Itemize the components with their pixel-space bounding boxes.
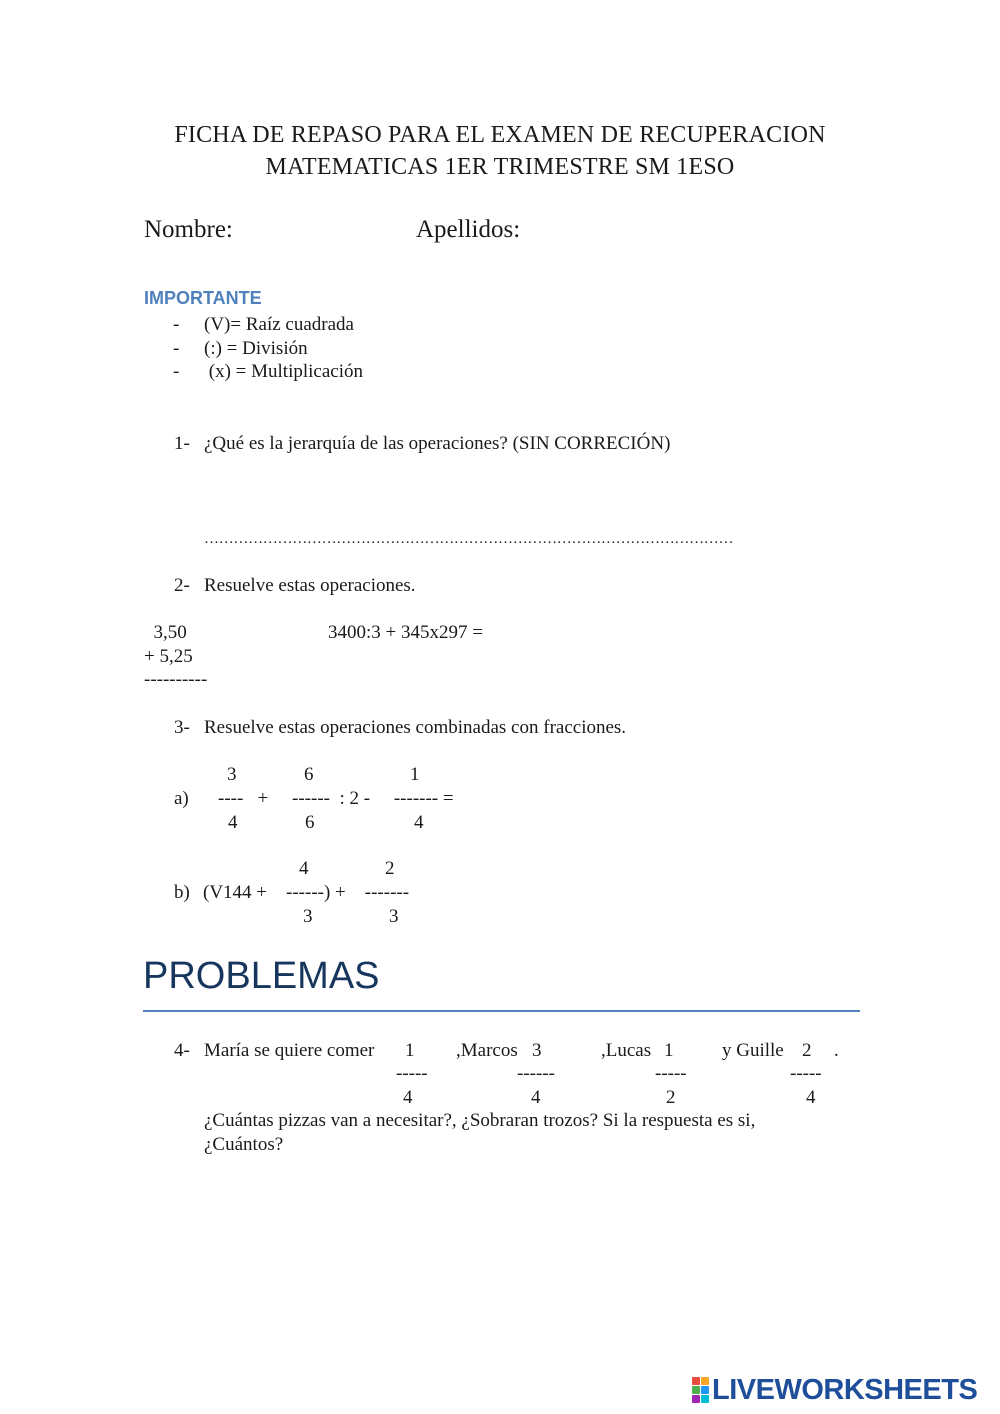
q4-fraction-numerator: 1: [405, 1040, 415, 1061]
title-line-2: MATEMATICAS 1ER TRIMESTRE SM 1ESO: [265, 154, 735, 180]
q4-question-line-2: ¿Cuántos?: [204, 1134, 284, 1155]
q3b-denominator: 3: [389, 906, 399, 927]
q4-fraction-denominator: 4: [403, 1087, 413, 1108]
name-label: Nombre:: [144, 216, 233, 243]
q3a-denominator: 6: [305, 812, 315, 833]
q4-fraction-numerator: 1: [664, 1040, 674, 1061]
q4-name: y Guille: [722, 1040, 784, 1061]
q4-fraction-bar: -----: [655, 1063, 687, 1084]
q4-fraction-bar: ------: [517, 1063, 555, 1084]
q2-expression: 3400:3 + 345x297 =: [328, 622, 483, 643]
q3a-label: a): [174, 788, 189, 809]
q4-fraction-bar: -----: [790, 1063, 822, 1084]
q4-question-line-1: ¿Cuántas pizzas van a necesitar?, ¿Sobraran trozos? Si la respuesta es si,: [204, 1110, 756, 1131]
q4-fraction-numerator: 2: [802, 1040, 812, 1061]
q1-number: 1-: [174, 433, 190, 454]
surname-label: Apellidos:: [416, 216, 521, 243]
q2-addend-bottom: + 5,25: [144, 646, 193, 667]
logo-tile: [692, 1386, 700, 1394]
important-item-sqrt: (V)= Raíz cuadrada: [204, 314, 354, 335]
q4-name: ,Lucas: [601, 1040, 652, 1061]
important-bullet: -: [173, 361, 180, 382]
q4-number: 4-: [174, 1040, 190, 1061]
logo-tile: [701, 1377, 709, 1385]
q2-text: Resuelve estas operaciones.: [204, 575, 416, 596]
important-bullet: -: [173, 338, 180, 359]
q1-text: ¿Qué es la jerarquía de las operaciones? (SIN CORRECIÓN): [204, 433, 671, 454]
q3b-numerator: 2: [385, 858, 395, 879]
q2-number: 2-: [174, 575, 190, 596]
logo-text: LIVEWORKSHEETS: [712, 1373, 978, 1406]
q3a-denominator: 4: [414, 812, 424, 833]
q4-fraction-denominator: 4: [531, 1087, 541, 1108]
q1-answer-line[interactable]: ………………………………………………………………………………………………: [204, 531, 734, 547]
q4-intro: María se quiere comer: [204, 1040, 375, 1061]
logo-tile: [701, 1386, 709, 1394]
q2-sum-rule: ----------: [144, 669, 208, 690]
q3b-numerator: 4: [299, 858, 309, 879]
q3a-expression: ---- + ------ : 2 - ------- =: [218, 788, 454, 809]
logo-mark-icon: [692, 1377, 709, 1403]
title-line-1: FICHA DE REPASO PARA EL EXAMEN DE RECUPERACION: [174, 122, 826, 148]
q2-addend-top: 3,50: [144, 622, 187, 643]
important-item-multiplication: (x) = Multiplicación: [204, 361, 363, 382]
q4-fraction-bar: -----: [396, 1063, 428, 1084]
q4-fraction-denominator: 4: [806, 1087, 816, 1108]
problems-heading: PROBLEMAS: [143, 955, 380, 997]
important-heading: IMPORTANTE: [144, 288, 262, 308]
important-item-division: (:) = División: [204, 338, 308, 359]
q3a-numerator: 3: [227, 764, 237, 785]
q4-name: .: [834, 1040, 839, 1061]
q3b-label: b): [174, 882, 190, 903]
logo-tile: [692, 1395, 700, 1403]
q3-number: 3-: [174, 717, 190, 738]
q3a-denominator: 4: [228, 812, 238, 833]
logo-tile: [692, 1377, 700, 1385]
q4-name: ,Marcos: [456, 1040, 518, 1061]
q4-fraction-denominator: 2: [666, 1087, 676, 1108]
q3a-numerator: 6: [304, 764, 314, 785]
important-bullet: -: [173, 314, 180, 335]
liveworksheets-logo: [692, 1375, 977, 1405]
logo-tile: [701, 1395, 709, 1403]
q3b-expression: (V144 + ------) + -------: [203, 882, 410, 903]
heading-underline: [143, 1010, 860, 1012]
q3-text: Resuelve estas operaciones combinadas con fracciones.: [204, 717, 627, 738]
q4-fraction-numerator: 3: [532, 1040, 542, 1061]
q3b-denominator: 3: [303, 906, 313, 927]
q3a-numerator: 1: [410, 764, 420, 785]
